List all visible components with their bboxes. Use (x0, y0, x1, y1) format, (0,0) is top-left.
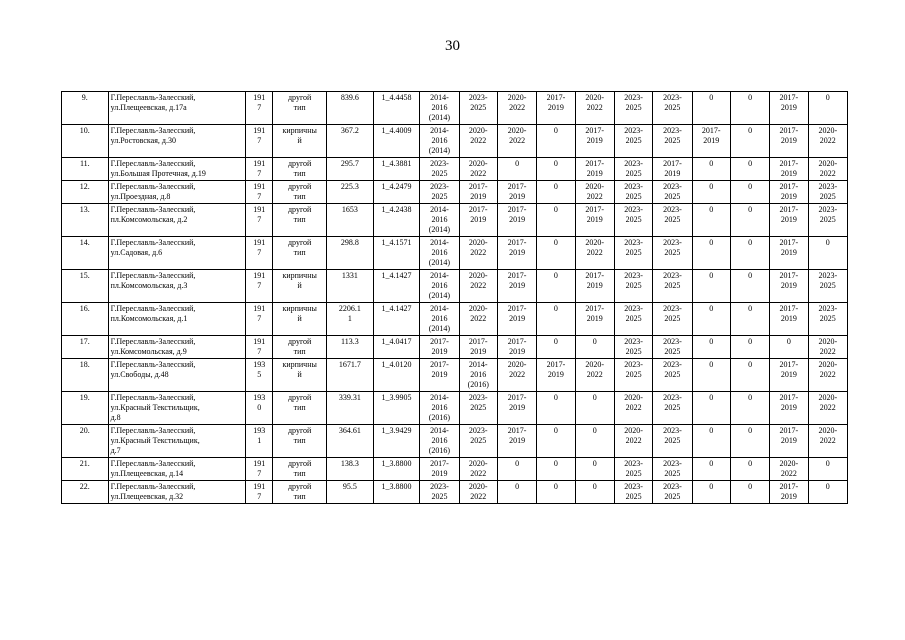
cell-wall-type: другой тип (273, 92, 327, 125)
table-row (62, 481, 848, 504)
cell-period-9: 0 (730, 392, 769, 425)
cell-period-4: 0 (537, 392, 575, 425)
cell-period-6: 2023- 2025 (614, 458, 652, 481)
cell-index: 1_3.8800 (373, 481, 420, 504)
cell-row-number: 11. (62, 158, 109, 181)
cell-period-4: 0 (537, 125, 575, 158)
cell-period-9: 0 (730, 92, 769, 125)
cell-period-2: 2017- 2019 (459, 181, 497, 204)
cell-index: 1_4.1427 (373, 270, 420, 303)
cell-period-3: 0 (497, 458, 536, 481)
cell-area: 295.7 (327, 158, 374, 181)
cell-period-8: 0 (692, 158, 730, 181)
cell-period-5: 0 (575, 425, 614, 458)
cell-period-4: 0 (537, 425, 575, 458)
cell-period-2: 2020- 2022 (459, 458, 497, 481)
cell-period-7: 2023- 2025 (653, 303, 692, 336)
cell-period-5: 2017- 2019 (575, 125, 614, 158)
cell-period-11: 2020- 2022 (808, 392, 847, 425)
cell-area: 2206.1 1 (327, 303, 374, 336)
cell-period-7: 2023- 2025 (653, 481, 692, 504)
cell-period-6: 2023- 2025 (614, 92, 652, 125)
cell-wall-type: кирпичны й (273, 125, 327, 158)
cell-year: 191 7 (246, 181, 273, 204)
cell-wall-type: другой тип (273, 458, 327, 481)
cell-row-number: 14. (62, 237, 109, 270)
cell-period-5: 2020- 2022 (575, 181, 614, 204)
cell-period-8: 0 (692, 458, 730, 481)
cell-period-3: 2017- 2019 (497, 336, 536, 359)
cell-year: 193 5 (246, 359, 273, 392)
cell-period-10: 2017- 2019 (770, 158, 808, 181)
table-row (62, 359, 848, 392)
cell-period-10: 2020- 2022 (770, 458, 808, 481)
cell-period-10: 2017- 2019 (770, 359, 808, 392)
cell-period-10: 2017- 2019 (770, 425, 808, 458)
table-row (62, 92, 848, 125)
cell-period-7: 2023- 2025 (653, 270, 692, 303)
cell-period-11: 0 (808, 458, 847, 481)
cell-area: 95.5 (327, 481, 374, 504)
cell-row-number: 19. (62, 392, 109, 425)
cell-period-9: 0 (730, 336, 769, 359)
cell-address: Г.Переславль-Залесский, ул.Проездная, д.8 (108, 181, 246, 204)
cell-period-6: 2023- 2025 (614, 181, 652, 204)
cell-address: Г.Переславль-Залесский, ул.Плещеевская, д.17а (108, 92, 246, 125)
table-row (62, 181, 848, 204)
cell-period-11: 2020- 2022 (808, 336, 847, 359)
cell-period-6: 2023- 2025 (614, 270, 652, 303)
cell-index: 1_3.9905 (373, 392, 420, 425)
cell-period-7: 2023- 2025 (653, 181, 692, 204)
cell-period-7: 2023- 2025 (653, 359, 692, 392)
cell-period-10: 2017- 2019 (770, 303, 808, 336)
cell-period-5: 2017- 2019 (575, 158, 614, 181)
cell-period-4: 0 (537, 270, 575, 303)
cell-period-1: 2014- 2016 (2016) (420, 425, 459, 458)
cell-row-number: 22. (62, 481, 109, 504)
cell-index: 1_3.8800 (373, 458, 420, 481)
cell-period-3: 2017- 2019 (497, 270, 536, 303)
cell-wall-type: другой тип (273, 392, 327, 425)
cell-period-3: 2017- 2019 (497, 237, 536, 270)
cell-address: Г.Переславль-Залесский, ул.Садовая, д.6 (108, 237, 246, 270)
cell-period-6: 2023- 2025 (614, 359, 652, 392)
cell-area: 138.3 (327, 458, 374, 481)
cell-wall-type: кирпичны й (273, 270, 327, 303)
cell-period-11: 2023- 2025 (808, 181, 847, 204)
cell-period-3: 0 (497, 158, 536, 181)
cell-period-9: 0 (730, 125, 769, 158)
cell-period-4: 2017- 2019 (537, 359, 575, 392)
cell-area: 1653 (327, 204, 374, 237)
cell-period-8: 0 (692, 392, 730, 425)
cell-period-10: 2017- 2019 (770, 204, 808, 237)
cell-area: 367.2 (327, 125, 374, 158)
cell-year: 191 7 (246, 125, 273, 158)
cell-area: 364.61 (327, 425, 374, 458)
cell-period-2: 2023- 2025 (459, 425, 497, 458)
cell-period-2: 2017- 2019 (459, 336, 497, 359)
cell-period-5: 0 (575, 336, 614, 359)
cell-area: 1331 (327, 270, 374, 303)
cell-period-9: 0 (730, 303, 769, 336)
cell-period-11: 2023- 2025 (808, 204, 847, 237)
cell-period-3: 2017- 2019 (497, 303, 536, 336)
cell-period-4: 0 (537, 158, 575, 181)
cell-period-8: 0 (692, 359, 730, 392)
cell-row-number: 21. (62, 458, 109, 481)
cell-period-6: 2023- 2025 (614, 158, 652, 181)
cell-period-4: 0 (537, 481, 575, 504)
cell-period-10: 2017- 2019 (770, 237, 808, 270)
cell-period-2: 2023- 2025 (459, 92, 497, 125)
cell-period-1: 2014- 2016 (2014) (420, 204, 459, 237)
cell-period-11: 2020- 2022 (808, 158, 847, 181)
cell-period-6: 2023- 2025 (614, 481, 652, 504)
cell-area: 225.3 (327, 181, 374, 204)
cell-period-2: 2023- 2025 (459, 392, 497, 425)
cell-period-5: 2020- 2022 (575, 359, 614, 392)
cell-year: 191 7 (246, 92, 273, 125)
cell-index: 1_4.1571 (373, 237, 420, 270)
table-row (62, 392, 848, 425)
cell-period-1: 2023- 2025 (420, 481, 459, 504)
cell-period-3: 2017- 2019 (497, 425, 536, 458)
cell-period-11: 2023- 2025 (808, 303, 847, 336)
cell-period-1: 2017- 2019 (420, 458, 459, 481)
cell-address: Г.Переславль-Залесский, ул.Красный Текстильщик, д.7 (108, 425, 246, 458)
cell-period-4: 0 (537, 336, 575, 359)
cell-period-2: 2020- 2022 (459, 237, 497, 270)
cell-row-number: 16. (62, 303, 109, 336)
cell-period-7: 2023- 2025 (653, 204, 692, 237)
cell-address: Г.Переславль-Залесский, ул.Красный Текстильщик, д.8 (108, 392, 246, 425)
cell-period-1: 2023- 2025 (420, 181, 459, 204)
cell-period-7: 2023- 2025 (653, 336, 692, 359)
cell-year: 193 0 (246, 392, 273, 425)
cell-period-8: 0 (692, 181, 730, 204)
cell-period-10: 2017- 2019 (770, 481, 808, 504)
cell-row-number: 13. (62, 204, 109, 237)
cell-period-5: 2017- 2019 (575, 303, 614, 336)
cell-period-3: 2017- 2019 (497, 392, 536, 425)
cell-area: 839.6 (327, 92, 374, 125)
cell-year: 193 1 (246, 425, 273, 458)
cell-year: 191 7 (246, 481, 273, 504)
cell-period-6: 2020- 2022 (614, 425, 652, 458)
cell-row-number: 10. (62, 125, 109, 158)
cell-period-3: 2020- 2022 (497, 92, 536, 125)
cell-address: Г.Переславль-Залесский, ул.Большая Протечная, д.19 (108, 158, 246, 181)
cell-wall-type: другой тип (273, 237, 327, 270)
cell-period-5: 0 (575, 458, 614, 481)
table-row (62, 204, 848, 237)
cell-period-2: 2020- 2022 (459, 270, 497, 303)
cell-period-3: 2020- 2022 (497, 359, 536, 392)
cell-address: Г.Переславль-Залесский, ул.Плещеевская, д.14 (108, 458, 246, 481)
cell-year: 191 7 (246, 270, 273, 303)
cell-period-11: 0 (808, 92, 847, 125)
cell-index: 1_4.4009 (373, 125, 420, 158)
cell-period-4: 2017- 2019 (537, 92, 575, 125)
cell-period-6: 2023- 2025 (614, 303, 652, 336)
cell-period-9: 0 (730, 359, 769, 392)
cell-period-9: 0 (730, 458, 769, 481)
table-row (62, 458, 848, 481)
cell-year: 191 7 (246, 303, 273, 336)
cell-period-1: 2014- 2016 (2014) (420, 92, 459, 125)
cell-index: 1_4.2479 (373, 181, 420, 204)
cell-index: 1_4.1427 (373, 303, 420, 336)
table-row (62, 237, 848, 270)
cell-period-3: 2017- 2019 (497, 181, 536, 204)
cell-area: 113.3 (327, 336, 374, 359)
cell-wall-type: другой тип (273, 204, 327, 237)
cell-period-5: 2017- 2019 (575, 270, 614, 303)
cell-period-11: 0 (808, 481, 847, 504)
cell-period-9: 0 (730, 237, 769, 270)
cell-period-2: 2020- 2022 (459, 481, 497, 504)
cell-period-6: 2020- 2022 (614, 392, 652, 425)
cell-period-1: 2014- 2016 (2014) (420, 303, 459, 336)
cell-period-8: 0 (692, 303, 730, 336)
cell-period-1: 2017- 2019 (420, 336, 459, 359)
cell-address: Г.Переславль-Залесский, пл.Комсомольская, д.1 (108, 303, 246, 336)
cell-index: 1_4.2438 (373, 204, 420, 237)
cell-period-4: 0 (537, 204, 575, 237)
cell-row-number: 17. (62, 336, 109, 359)
cell-period-11: 2020- 2022 (808, 359, 847, 392)
cell-period-7: 2023- 2025 (653, 392, 692, 425)
cell-period-10: 0 (770, 336, 808, 359)
cell-row-number: 15. (62, 270, 109, 303)
cell-period-1: 2023- 2025 (420, 158, 459, 181)
cell-wall-type: другой тип (273, 481, 327, 504)
cell-period-10: 2017- 2019 (770, 125, 808, 158)
cell-period-10: 2017- 2019 (770, 181, 808, 204)
cell-period-7: 2023- 2025 (653, 125, 692, 158)
cell-period-11: 2023- 2025 (808, 270, 847, 303)
cell-period-6: 2023- 2025 (614, 204, 652, 237)
cell-row-number: 20. (62, 425, 109, 458)
cell-period-11: 2020- 2022 (808, 425, 847, 458)
cell-period-9: 0 (730, 425, 769, 458)
cell-period-7: 2017- 2019 (653, 158, 692, 181)
table-row (62, 336, 848, 359)
cell-period-4: 0 (537, 237, 575, 270)
cell-period-11: 0 (808, 237, 847, 270)
cell-period-3: 2017- 2019 (497, 204, 536, 237)
cell-row-number: 18. (62, 359, 109, 392)
cell-address: Г.Переславль-Залесский, ул.Плещеевская, д.32 (108, 481, 246, 504)
cell-index: 1_4.0417 (373, 336, 420, 359)
cell-period-9: 0 (730, 158, 769, 181)
cell-period-8: 2017- 2019 (692, 125, 730, 158)
cell-period-7: 2023- 2025 (653, 425, 692, 458)
cell-period-1: 2014- 2016 (2016) (420, 392, 459, 425)
table-row (62, 270, 848, 303)
cell-period-3: 0 (497, 481, 536, 504)
cell-period-8: 0 (692, 204, 730, 237)
cell-period-2: 2014- 2016 (2016) (459, 359, 497, 392)
cell-period-8: 0 (692, 92, 730, 125)
table-row (62, 158, 848, 181)
cell-address: Г.Переславль-Залесский, пл.Комсомольская, д.2 (108, 204, 246, 237)
cell-period-8: 0 (692, 481, 730, 504)
cell-address: Г.Переславль-Залесский, пл.Комсомольская, д.3 (108, 270, 246, 303)
buildings-table (61, 91, 848, 504)
cell-period-5: 2017- 2019 (575, 204, 614, 237)
cell-year: 191 7 (246, 237, 273, 270)
cell-period-10: 2017- 2019 (770, 392, 808, 425)
cell-index: 1_3.9429 (373, 425, 420, 458)
cell-wall-type: кирпичны й (273, 303, 327, 336)
cell-period-5: 2020- 2022 (575, 92, 614, 125)
cell-wall-type: другой тип (273, 425, 327, 458)
cell-period-9: 0 (730, 270, 769, 303)
cell-address: Г.Переславль-Залесский, ул.Свободы, д.48 (108, 359, 246, 392)
cell-period-1: 2014- 2016 (2014) (420, 270, 459, 303)
cell-year: 191 7 (246, 336, 273, 359)
cell-row-number: 12. (62, 181, 109, 204)
cell-area: 1671.7 (327, 359, 374, 392)
cell-period-9: 0 (730, 181, 769, 204)
cell-index: 1_4.0120 (373, 359, 420, 392)
cell-year: 191 7 (246, 204, 273, 237)
cell-period-5: 0 (575, 392, 614, 425)
cell-period-8: 0 (692, 237, 730, 270)
cell-period-5: 2020- 2022 (575, 237, 614, 270)
cell-period-7: 2023- 2025 (653, 92, 692, 125)
page-number: 30 (445, 38, 460, 54)
cell-wall-type: другой тип (273, 336, 327, 359)
cell-address: Г.Переславль-Залесский, ул.Ростовская, д.30 (108, 125, 246, 158)
table-row (62, 125, 848, 158)
cell-period-3: 2020- 2022 (497, 125, 536, 158)
cell-period-8: 0 (692, 425, 730, 458)
cell-wall-type: другой тип (273, 181, 327, 204)
cell-year: 191 7 (246, 158, 273, 181)
cell-period-2: 2020- 2022 (459, 303, 497, 336)
cell-period-8: 0 (692, 336, 730, 359)
cell-period-5: 0 (575, 481, 614, 504)
cell-index: 1_4.3881 (373, 158, 420, 181)
cell-period-11: 2020- 2022 (808, 125, 847, 158)
cell-row-number: 9. (62, 92, 109, 125)
cell-period-9: 0 (730, 481, 769, 504)
cell-period-4: 0 (537, 303, 575, 336)
cell-index: 1_4.4458 (373, 92, 420, 125)
cell-area: 298.8 (327, 237, 374, 270)
cell-period-1: 2014- 2016 (2014) (420, 237, 459, 270)
cell-period-1: 2017- 2019 (420, 359, 459, 392)
cell-period-6: 2023- 2025 (614, 125, 652, 158)
cell-wall-type: кирпичны й (273, 359, 327, 392)
cell-area: 339.31 (327, 392, 374, 425)
cell-period-1: 2014- 2016 (2014) (420, 125, 459, 158)
cell-period-10: 2017- 2019 (770, 270, 808, 303)
cell-period-4: 0 (537, 458, 575, 481)
table-row (62, 303, 848, 336)
cell-period-2: 2020- 2022 (459, 158, 497, 181)
cell-period-2: 2020- 2022 (459, 125, 497, 158)
cell-wall-type: другой тип (273, 158, 327, 181)
cell-period-4: 0 (537, 181, 575, 204)
cell-period-2: 2017- 2019 (459, 204, 497, 237)
cell-year: 191 7 (246, 458, 273, 481)
cell-address: Г.Переславль-Залесский, ул.Комсомольская, д.9 (108, 336, 246, 359)
cell-period-6: 2023- 2025 (614, 237, 652, 270)
cell-period-7: 2023- 2025 (653, 237, 692, 270)
table-row (62, 425, 848, 458)
cell-period-7: 2023- 2025 (653, 458, 692, 481)
cell-period-10: 2017- 2019 (770, 92, 808, 125)
cell-period-6: 2023- 2025 (614, 336, 652, 359)
cell-period-9: 0 (730, 204, 769, 237)
cell-period-8: 0 (692, 270, 730, 303)
